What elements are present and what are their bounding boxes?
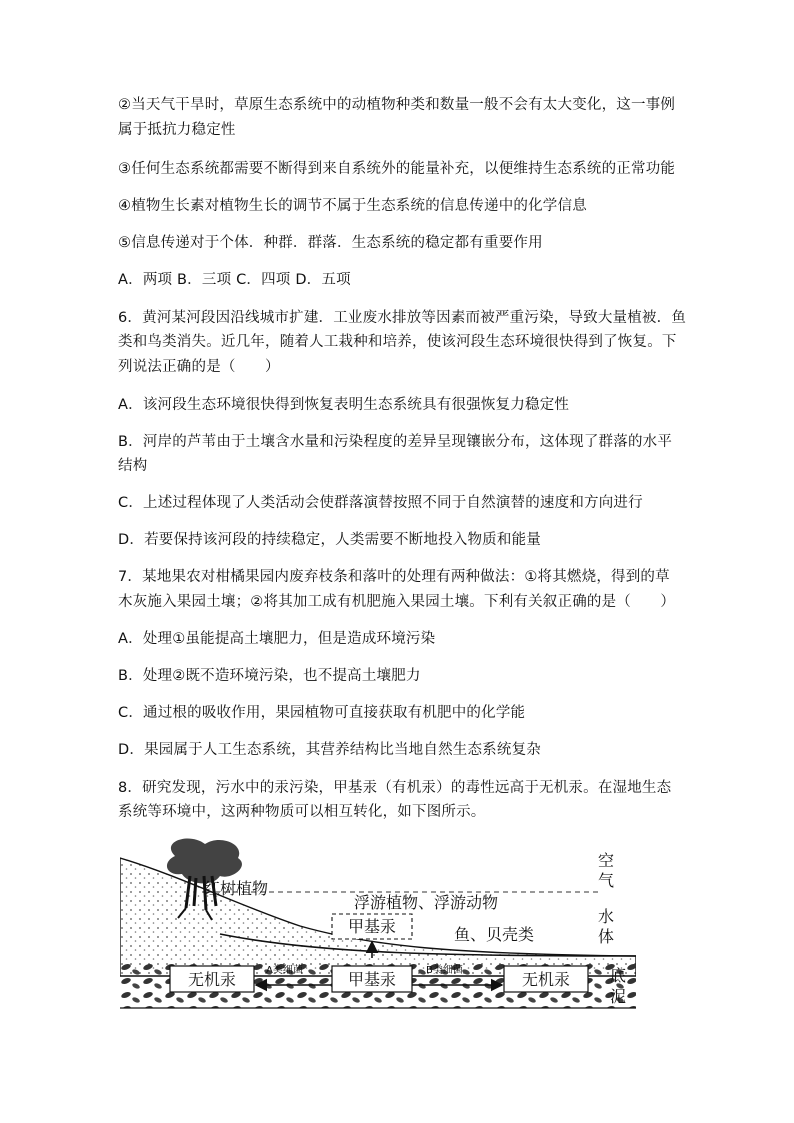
water-label-2: 体 [598, 927, 615, 946]
q7-stem-line2: 木灰施入果园土壤；②将其加工成有机肥施入果园土壤。下利有关叙正确的是（ ） [118, 594, 676, 610]
q7-option-d: D．果园属于人工生态系统，其营养结构比当地自然生态系统复杂 [118, 742, 541, 758]
bacteria-a-label: A类细菌 [266, 965, 303, 976]
statement-2-line2: 属于抵抗力稳定性 [118, 122, 236, 138]
q6-option-b-line1: B．河岸的芦苇由于土壤含水量和污染程度的差异呈现镶嵌分布，这体现了群落的水平 [118, 434, 673, 450]
inorganic-mercury-left-label: 无机汞 [188, 970, 237, 989]
q6-stem-line3: 列说法正确的是（ ） [118, 359, 280, 375]
statement-3: ③任何生态系统都需要不断得到来自系统外的能量补充，以便维持生态系统的正常功能 [118, 161, 676, 177]
q8-stem-line1: 8．研究发现，污水中的汞污染，甲基汞（有机汞）的毒性远高于无机汞。在湿地生态 [118, 780, 672, 796]
q6-option-c: C．上述过程体现了人类活动会使群落演替按照不同于自然演替的速度和方向进行 [118, 495, 643, 511]
methylmercury-mud-label: 甲基汞 [348, 970, 397, 989]
mercury-cycle-diagram [120, 836, 636, 1014]
q6-stem-line2: 类和鸟类消失。近几年，随着人工栽种和培养，使该河段生态环境很快得到了恢复。下 [118, 334, 677, 350]
mangrove-label: 红树植物 [204, 879, 269, 898]
bacteria-b-label: B类细菌 [426, 965, 463, 976]
statement-4: ④植物生长素对植物生长的调节不属于生态系统的信息传递中的化学信息 [118, 198, 587, 214]
q7-stem-line1: 7．某地果农对柑橘果园内废弃枝条和落叶的处理有两种做法：①将其燃烧，得到的草 [118, 569, 670, 585]
statement-5: ⑤信息传递对于个体．种群．群落．生态系统的稳定都有重要作用 [118, 235, 543, 251]
q7-option-b: B．处理②既不造环境污染，也不提高土壤肥力 [118, 668, 421, 684]
q8-stem-line2: 系统等环境中，这两种物质可以相互转化，如下图所示。 [118, 804, 486, 820]
methylmercury-water-label: 甲基汞 [348, 917, 397, 936]
q6-stem-line1: 6．黄河某河段因沿线城市扩建．工业废水排放等因素而被严重污染，导致大量植被．鱼 [118, 310, 687, 326]
mercury-cycle-figure [120, 836, 636, 1014]
air-label-2: 气 [598, 871, 615, 890]
water-label-1: 水 [598, 907, 615, 926]
q7-option-c: C．通过根的吸收作用，果园植物可直接获取有机肥中的化学能 [118, 705, 526, 721]
q6-option-d: D．若要保持该河段的持续稳定，人类需要不断地投入物质和能量 [118, 532, 541, 548]
q6-option-a: A．该河段生态环境很快得到恢复表明生态系统具有很强恢复力稳定性 [118, 397, 570, 413]
q5-options: A．两项 B．三项 C．四项 D．五项 [118, 272, 351, 288]
air-label-1: 空 [598, 851, 615, 870]
q6-option-b-line2: 结构 [118, 458, 148, 474]
q7-option-a: A．处理①虽能提高土壤肥力，但是造成环境污染 [118, 631, 436, 647]
fish-label: 鱼、贝壳类 [454, 925, 535, 944]
inorganic-mercury-right-label: 无机汞 [522, 970, 571, 989]
statement-2-line1: ②当天气干旱时，草原生态系统中的动植物种类和数量一般不会有太大变化，这一事例 [118, 97, 676, 113]
plankton-label: 浮游植物、浮游动物 [354, 893, 499, 912]
mud-label-1: 底 [610, 966, 627, 985]
mud-label-2: 泥 [610, 987, 627, 1006]
